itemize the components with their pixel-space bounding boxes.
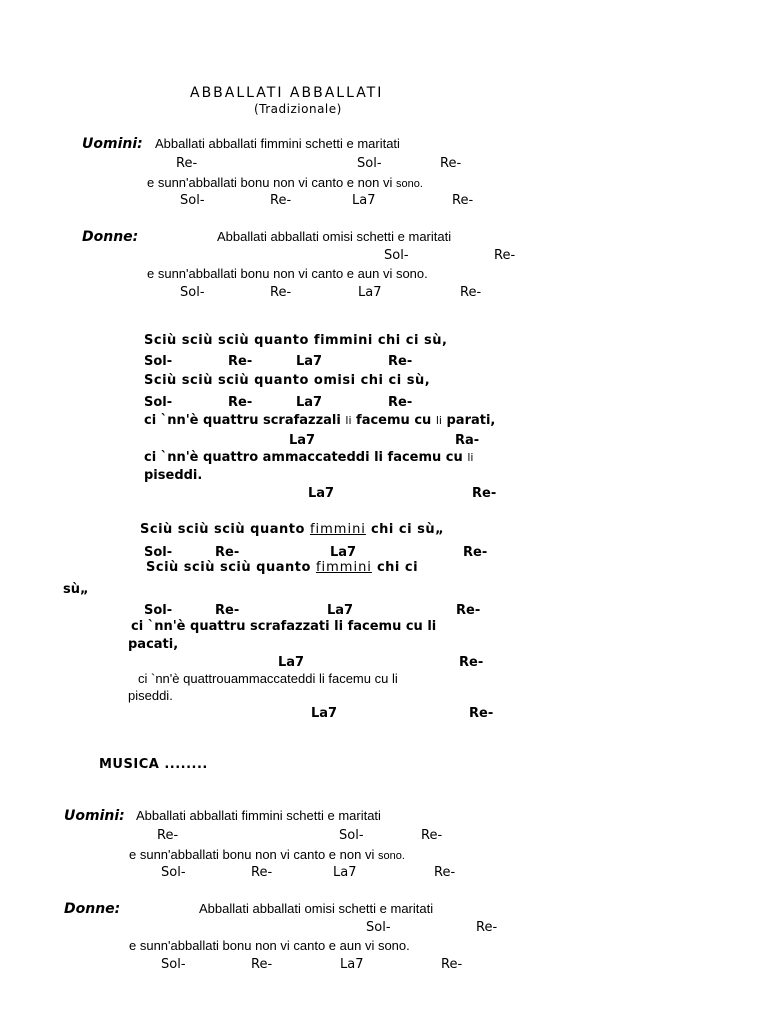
chorus-line bbox=[144, 414, 495, 427]
lyric-line: e sunn'abballati bonu non vi canto e aun vi sono. bbox=[129, 938, 410, 953]
lyric-text: ci `nn'è quattru scrafazzali bbox=[144, 413, 341, 428]
chorus-line bbox=[144, 451, 473, 464]
chord: La7 bbox=[311, 706, 338, 721]
chord: La7 bbox=[289, 433, 316, 448]
speaker-label: Uomini: bbox=[64, 808, 125, 824]
music-label: MUSICA ........ bbox=[99, 757, 208, 772]
lyric-text: e sunn'abballati bonu non vi canto e non vi bbox=[147, 175, 393, 190]
chord: Sol- bbox=[357, 156, 382, 171]
lyric-text-underlined: fimmini bbox=[309, 522, 366, 537]
chord: La7 bbox=[340, 957, 364, 972]
chord: Re- bbox=[270, 285, 292, 300]
chord: Re- bbox=[463, 545, 488, 560]
chord: Re- bbox=[251, 865, 273, 880]
lyric-line: Abballati abballati fimmini schetti e maritati bbox=[155, 136, 400, 151]
chord: La7 bbox=[296, 354, 323, 369]
speaker-label: Donne: bbox=[82, 229, 139, 245]
chord: Sol- bbox=[366, 920, 391, 935]
lyric-text: e sunn'abballati bonu non vi canto e non vi bbox=[129, 847, 375, 862]
chord: Sol- bbox=[161, 957, 186, 972]
chord: Re- bbox=[421, 828, 443, 843]
chorus-line: pacati, bbox=[128, 637, 179, 652]
chorus-line: Sciù sciù sciù quanto omisi chi ci sù, bbox=[144, 373, 431, 388]
chord: La7 bbox=[327, 603, 354, 618]
chorus-line: ci `nn'è quattrouammaccateddi li facemu cu li bbox=[138, 671, 398, 686]
chord: La7 bbox=[278, 655, 305, 670]
lyric-text-underlined: fimmini bbox=[315, 560, 372, 575]
chord: Re- bbox=[440, 156, 462, 171]
chord: La7 bbox=[330, 545, 357, 560]
chord: Re- bbox=[228, 395, 253, 410]
chord: Re- bbox=[176, 156, 198, 171]
chord: Re- bbox=[215, 603, 240, 618]
lyric-text-small: li bbox=[435, 414, 442, 427]
chord: Sol- bbox=[144, 545, 173, 560]
speaker-label: Donne: bbox=[64, 901, 121, 917]
chord: La7 bbox=[358, 285, 382, 300]
lyric-line: Abballati abballati omisi schetti e maritati bbox=[199, 901, 434, 916]
lyric-line: Abballati abballati fimmini schetti e maritati bbox=[136, 808, 381, 823]
chord: Sol- bbox=[144, 354, 173, 369]
lyric-text-small: sono. bbox=[377, 850, 405, 862]
lyric-line bbox=[147, 176, 423, 190]
chord: La7 bbox=[333, 865, 357, 880]
chord: La7 bbox=[296, 395, 323, 410]
lyric-text-small: li bbox=[467, 451, 474, 464]
chord: Re- bbox=[494, 248, 516, 263]
chord: Sol- bbox=[180, 285, 205, 300]
chord: Re- bbox=[452, 193, 474, 208]
chord: Sol- bbox=[180, 193, 205, 208]
lyric-line bbox=[129, 848, 405, 862]
chord: La7 bbox=[308, 486, 335, 501]
chord: Re- bbox=[157, 828, 179, 843]
chord: Re- bbox=[270, 193, 292, 208]
lyric-line: Abballati abballati omisi schetti e maritati bbox=[217, 229, 452, 244]
chord: Re- bbox=[215, 545, 240, 560]
chord: Re- bbox=[459, 655, 484, 670]
lyric-text-small: sono. bbox=[395, 178, 423, 190]
chord: Ra- bbox=[455, 433, 480, 448]
chord: La7 bbox=[352, 193, 376, 208]
lyric-text: Sciù sciù sciù quanto bbox=[146, 560, 311, 575]
lyric-text: chi ci sù„ bbox=[370, 522, 445, 537]
chord: Sol- bbox=[339, 828, 364, 843]
lyric-line: e sunn'abballati bonu non vi canto e aun vi sono. bbox=[147, 266, 428, 281]
chord: Sol- bbox=[144, 395, 173, 410]
chord: Re- bbox=[388, 354, 413, 369]
lyric-text: Sciù sciù sciù quanto bbox=[140, 522, 305, 537]
chord: Sol- bbox=[161, 865, 186, 880]
song-title: ABBALLATI ABBALLATI bbox=[190, 85, 384, 101]
chord: Re- bbox=[469, 706, 494, 721]
lyric-text-small: li bbox=[345, 414, 352, 427]
chorus-line bbox=[146, 561, 418, 574]
chord: Re- bbox=[388, 395, 413, 410]
chorus-line: Sciù sciù sciù quanto fimmini chi ci sù, bbox=[144, 333, 448, 348]
chord: Re- bbox=[441, 957, 463, 972]
chorus-line: piseddi. bbox=[144, 468, 203, 483]
chord: Re- bbox=[228, 354, 253, 369]
chorus-line: ci `nn'è quattru scrafazzati li facemu cu li bbox=[131, 619, 437, 634]
chorus-line: sù„ bbox=[63, 582, 89, 597]
chord: Re- bbox=[456, 603, 481, 618]
lyric-text: chi ci bbox=[376, 560, 419, 575]
lyric-text: facemu cu bbox=[356, 413, 432, 428]
chorus-line: piseddi. bbox=[128, 688, 173, 703]
chord: Re- bbox=[472, 486, 497, 501]
chord: Re- bbox=[476, 920, 498, 935]
chord: Sol- bbox=[384, 248, 409, 263]
chorus-line bbox=[140, 523, 444, 536]
chord: Sol- bbox=[144, 603, 173, 618]
chord: Re- bbox=[251, 957, 273, 972]
lyric-text: parati, bbox=[446, 413, 496, 428]
lyric-text: ci `nn'è quattro ammaccateddi li facemu cu bbox=[144, 450, 463, 465]
song-subtitle: (Tradizionale) bbox=[254, 102, 342, 116]
chord: Re- bbox=[434, 865, 456, 880]
speaker-label: Uomini: bbox=[82, 136, 143, 152]
chord: Re- bbox=[460, 285, 482, 300]
